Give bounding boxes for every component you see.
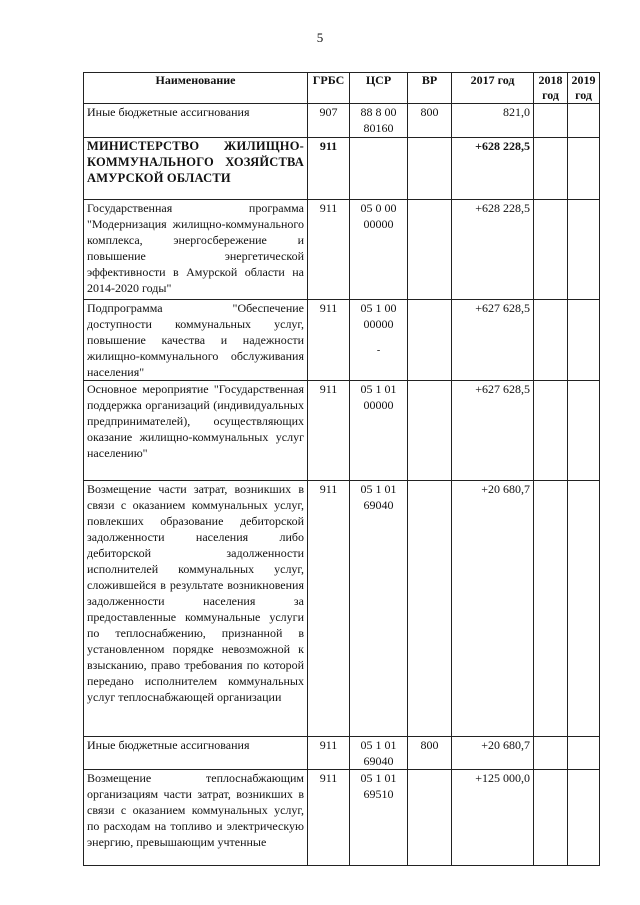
row-csr: 05 1 01 69040 xyxy=(350,481,408,737)
table-row xyxy=(84,200,600,300)
row-vr: 800 xyxy=(408,104,452,138)
table-row xyxy=(84,381,600,481)
row-vr xyxy=(408,300,452,381)
row-grbs: 911 xyxy=(308,481,350,737)
row-vr xyxy=(408,138,452,200)
row-2019 xyxy=(568,770,600,866)
row-2018 xyxy=(534,200,568,300)
row-2018 xyxy=(534,300,568,381)
row-grbs: 911 xyxy=(308,381,350,481)
row-2017: +627 628,5 xyxy=(452,381,534,481)
row-grbs: 911 xyxy=(308,737,350,770)
row-2017: +627 628,5 xyxy=(452,300,534,381)
row-2017: +125 000,0 xyxy=(452,770,534,866)
table-row xyxy=(84,300,600,381)
row-2018 xyxy=(534,481,568,737)
row-name: Иные бюджетные ассигнования xyxy=(84,104,308,138)
row-csr xyxy=(350,138,408,200)
row-name: Возмещение теплоснабжающим организациям части затрат, возникших в связи с оказанием коммунальных услуг, по расходам на топливо и электрическую энергию, превышающим учтенные xyxy=(84,770,308,866)
row-vr xyxy=(408,481,452,737)
row-2018 xyxy=(534,770,568,866)
row-grbs: 911 xyxy=(308,770,350,866)
row-name: МИНИСТЕРСТВО ЖИЛИЩНО-КОММУНАЛЬНОГО ХОЗЯЙСТВА АМУРСКОЙ ОБЛАСТИ xyxy=(84,138,308,200)
header-2019: 2019 год xyxy=(568,73,600,104)
row-name: Основное мероприятие "Государственная поддержка организаций (индивидуальных предпринимателей), осуществляющих оказание жилищно-коммунальных услуг населению" xyxy=(84,381,308,481)
row-2019 xyxy=(568,200,600,300)
header-grbs: ГРБС xyxy=(308,73,350,104)
row-grbs: 911 xyxy=(308,300,350,381)
page-number: 5 xyxy=(316,30,324,45)
row-2019 xyxy=(568,300,600,381)
row-vr xyxy=(408,200,452,300)
header-name: Наименование xyxy=(84,73,308,104)
row-2017: +628 228,5 xyxy=(452,138,534,200)
row-2017: +628 228,5 xyxy=(452,200,534,300)
header-vr: ВР xyxy=(408,73,452,104)
table-row xyxy=(84,770,600,866)
row-2019 xyxy=(568,104,600,138)
row-vr xyxy=(408,770,452,866)
row-name: Подпрограмма "Обеспечение доступности коммунальных услуг, повышение качества и надежности жилищно-коммунального обслуживания населения" xyxy=(84,300,308,381)
header-csr: ЦСР xyxy=(350,73,408,104)
row-2017: 821,0 xyxy=(452,104,534,138)
row-2018 xyxy=(534,737,568,770)
row-csr: 05 1 00 00000 xyxy=(360,301,397,331)
row-csr-mark: - xyxy=(376,345,381,356)
table-row xyxy=(84,481,600,737)
table-row xyxy=(84,737,600,770)
row-vr: 800 xyxy=(408,737,452,770)
row-2018 xyxy=(534,138,568,200)
row-grbs: 911 xyxy=(308,138,350,200)
row-2019 xyxy=(568,381,600,481)
row-csr: 05 0 00 00000 xyxy=(350,200,408,300)
row-name: Государственная программа "Модернизация жилищно-коммунального комплекса, энергосбережение и повышение энергетической эффективности в Амурской области на 2014-2020 годы" xyxy=(84,200,308,300)
row-csr: 05 1 01 69510 xyxy=(350,770,408,866)
row-csr: 05 1 01 00000 xyxy=(350,381,408,481)
row-2018 xyxy=(534,104,568,138)
budget-table xyxy=(83,72,600,866)
row-csr: 88 8 00 80160 xyxy=(350,104,408,138)
row-name: Иные бюджетные ассигнования xyxy=(84,737,308,770)
row-csr: 05 1 01 69040 xyxy=(350,737,408,770)
row-2019 xyxy=(568,737,600,770)
row-2017: +20 680,7 xyxy=(452,481,534,737)
row-2018 xyxy=(534,381,568,481)
row-2019 xyxy=(568,481,600,737)
header-2018: 2018 год xyxy=(534,73,568,104)
row-2017: +20 680,7 xyxy=(452,737,534,770)
table-row xyxy=(84,138,600,200)
row-name: Возмещение части затрат, возникших в связи с оказанием коммунальных услуг, повлекших образование дебиторской задолженности населения либо дебиторской задолженности исполнителей коммунальных услуг, сложившейся в результате возникновения задолженности населения за предоставленные коммунальные услуги по теплоснабжению, признанной в установленном порядке невозможной к взысканию, право требования по которой передано исполнителем коммунальных услуг теплоснабжающей организации xyxy=(84,481,308,737)
row-2019 xyxy=(568,138,600,200)
row-grbs: 907 xyxy=(308,104,350,138)
row-csr-cell xyxy=(350,300,408,381)
table-row xyxy=(84,104,600,138)
table-header-row xyxy=(84,73,600,104)
row-vr xyxy=(408,381,452,481)
row-grbs: 911 xyxy=(308,200,350,300)
header-2017: 2017 год xyxy=(452,73,534,104)
